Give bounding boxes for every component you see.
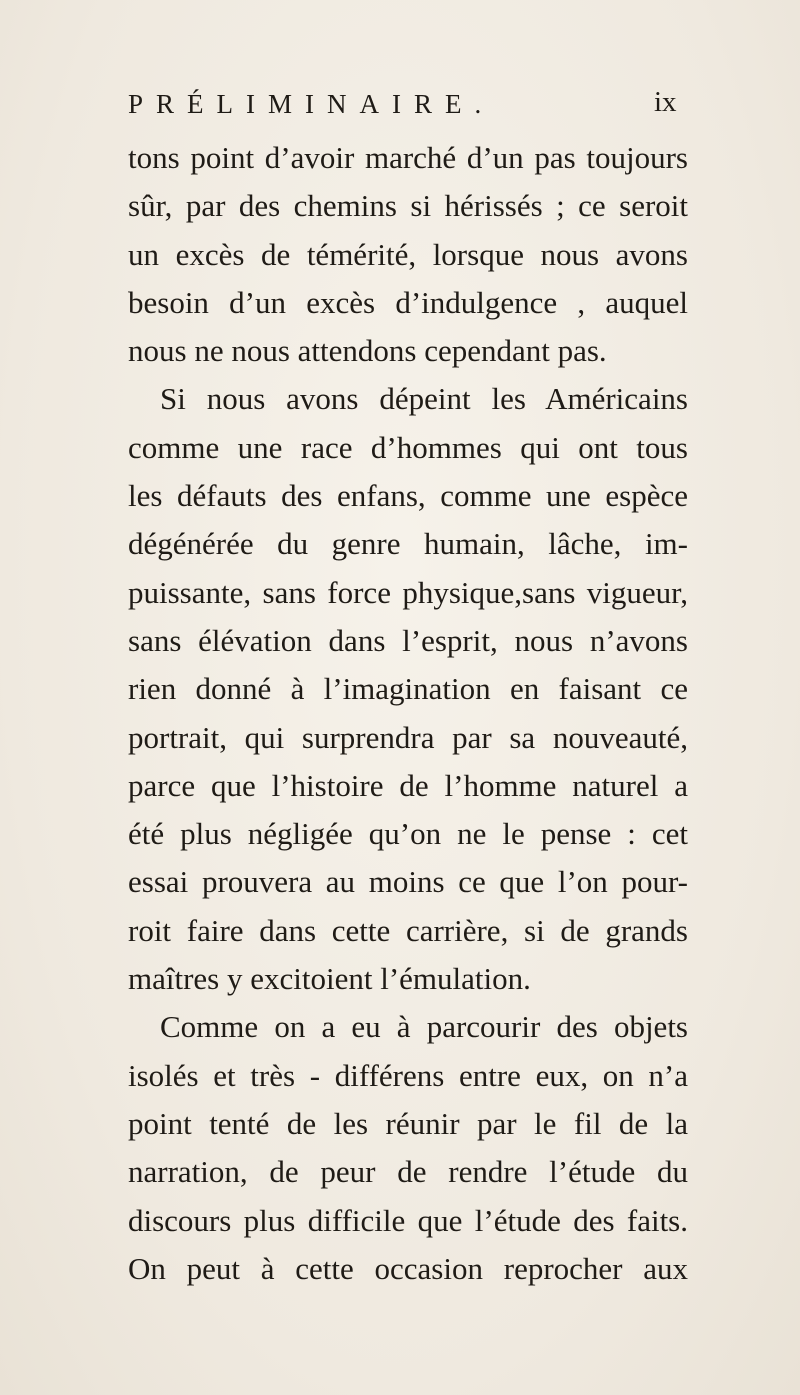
text-line: parce que l’histoire de l’homme naturel a [128, 767, 688, 803]
text-line: roit faire dans cette carrière, si de grands [128, 912, 688, 948]
running-head [128, 84, 688, 124]
page-number: ix [654, 86, 677, 118]
text-line: narration, de peur de rendre l’étude du [128, 1154, 688, 1190]
text-line: sûr, par des chemins si hérissés ; ce seroit [128, 188, 688, 224]
text-line: isolés et très - différens entre eux, on n’a [128, 1057, 688, 1093]
text-line: Si nous avons dépeint les Américains [160, 381, 688, 417]
text-line: puissante, sans force physique,sans vigueur, [128, 574, 688, 610]
text-line: tons point d’avoir marché d’un pas toujours [128, 140, 688, 175]
text-line: un excès de témérité, lorsque nous avons [128, 236, 688, 272]
text-line: rien donné à l’imagination en faisant ce [128, 671, 688, 707]
text-line: été plus négligée qu’on ne le pense : cet [128, 816, 688, 852]
text-line: discours plus difficile que l’étude des faits. [128, 1202, 688, 1238]
text-line: comme une race d’hommes qui ont tous [128, 429, 688, 465]
text-line: nous ne nous attendons cependant pas. [128, 333, 607, 369]
text-line: sans élévation dans l’esprit, nous n’avons [128, 622, 688, 658]
text-line: les défauts des enfans, comme une espèce [128, 478, 688, 514]
text-line: point tenté de les réunir par le fil de la [128, 1105, 688, 1141]
text-line: maîtres y excitoient l’émulation. [128, 961, 531, 997]
text-line: portrait, qui surprendra par sa nouveauté, [128, 719, 688, 755]
body-text [128, 134, 688, 1293]
text-line: besoin d’un excès d’indulgence , auquel [128, 284, 688, 320]
text-line: essai prouvera au moins ce que l’on pour- [128, 864, 688, 900]
text-line: dégénérée du genre humain, lâche, im- [128, 526, 688, 562]
text-line: Comme on a eu à parcourir des objets [160, 1009, 688, 1045]
running-title: PRÉLIMINAIRE. [128, 89, 495, 119]
text-line: On peut à cette occasion reprocher aux [128, 1250, 688, 1286]
